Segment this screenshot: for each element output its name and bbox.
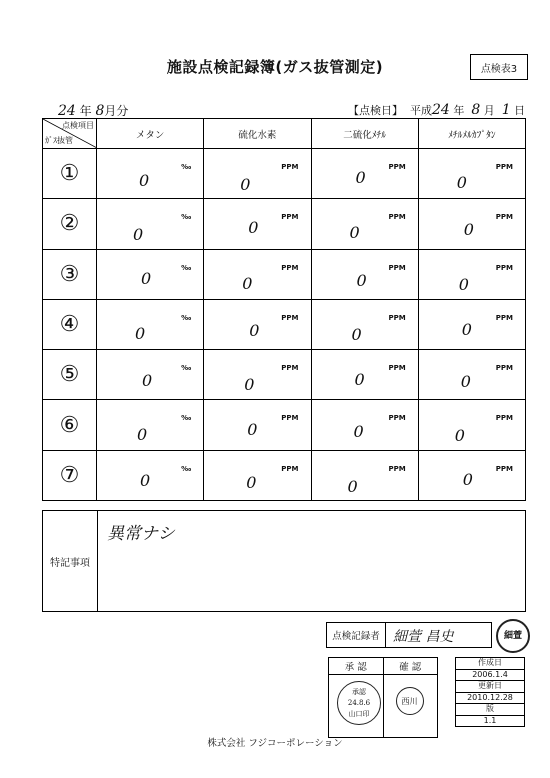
unit-label: PPM [495,414,513,423]
cell-content [204,199,310,248]
unit-label: PPM [388,464,406,473]
company-footer: 株式会社 フジコーポレーション [207,738,343,749]
table-row [43,199,526,249]
unit-label: PPM [495,313,513,322]
measurement-value: 0 [242,273,253,293]
cell-content [312,199,418,248]
cell-content [97,250,203,299]
cell-content [97,149,203,198]
cell-content [419,250,525,299]
pipe-number: ③ [43,249,97,299]
inspection-month: 8 [471,102,481,118]
remarks-text: 異常ナシ [107,524,175,544]
measurement-cell [97,199,204,249]
confirm-cell [383,675,438,738]
measurement-value: 0 [461,319,472,339]
measurement-cell [418,249,525,299]
cell-content [419,400,525,449]
page-title: 施設点検記録簿(ガス抜管測定) [166,58,384,76]
cell-content [419,149,525,198]
cell-content [204,451,310,500]
cell-content [204,400,310,449]
unit-label: ‰ [181,364,192,373]
column-header-methyl-mercaptan: ﾒﾁﾙﾒﾙｶﾌﾟﾀﾝ [418,119,525,149]
cell-content [204,149,310,198]
unit-label: PPM [495,263,513,272]
cell-content [419,300,525,349]
pipe-number: ① [43,149,97,199]
table-row [43,149,526,199]
version-label: 版 [456,704,525,716]
measurement-value: 0 [142,371,153,391]
measurement-value: 0 [463,220,474,240]
period-year: 24 [58,103,76,119]
confirm-seal-text: 西川 [401,696,418,706]
unit-label: PPM [388,163,406,171]
measurement-value: 0 [139,171,150,190]
unit-label: ‰ [181,464,192,473]
unit-label: ‰ [181,414,192,423]
measurement-cell [418,299,525,349]
unit-label: ‰ [181,213,192,222]
measurement-cell [204,350,311,400]
cell-content [97,400,203,449]
measurement-cell [97,249,204,299]
remarks-label: 特記事項 [43,511,98,611]
table-row [43,299,526,349]
created-date: 2006.1.4 [456,669,525,681]
measurement-value: 0 [456,173,467,192]
updated-date: 2010.12.28 [456,692,525,704]
measurement-cell [97,450,204,500]
revision-table [455,657,525,727]
measurement-cell [418,350,525,400]
unit-label: PPM [281,263,299,272]
measurement-value: 0 [353,422,364,442]
measurement-value: 0 [354,370,365,390]
unit-label: PPM [495,163,513,171]
measurement-value: 0 [351,324,362,344]
unit-label: PPM [281,464,299,473]
measurement-cell [97,299,204,349]
measurement-cell [311,199,418,249]
pipe-number: ⑦ [43,450,97,500]
table-corner [43,119,97,149]
unit-label: PPM [388,414,406,423]
updated-label: 更新日 [456,681,525,693]
cell-content [312,451,418,500]
pipe-number: ④ [43,299,97,349]
measurement-cell [311,350,418,400]
measurement-cell [311,450,418,500]
measurement-cell [97,350,204,400]
measurement-value: 0 [349,223,360,243]
inspection-year-unit: 年 [453,104,465,117]
measurement-cell [418,149,525,199]
period-year-unit: 年 [79,104,92,118]
unit-label: PPM [281,213,299,222]
cell-content [204,250,310,299]
period-month: 8 [95,103,105,119]
cell-content [312,149,418,198]
cell-content [419,199,525,248]
confirm-label: 確 認 [383,658,438,675]
form-number: 点検表3 [470,54,528,80]
measurement-cell [418,400,525,450]
created-label: 作成日 [456,658,525,670]
inspection-month-unit: 月 [483,104,495,117]
measurement-cell [418,450,525,500]
measurement-value: 0 [460,372,471,392]
approval-seal-date: 24.8.6 [347,698,371,707]
recorder-name: 細萱 昌史 [393,629,454,645]
column-header-dimethyl-disulfide: 二硫化ﾒﾁﾙ [311,119,418,149]
table-row [43,450,526,500]
inspection-date-label: 【点検日】 [348,104,403,117]
unit-label: PPM [495,464,513,473]
table-row [43,350,526,400]
cell-content [97,300,203,349]
measurement-value: 0 [141,268,152,288]
measurement-cell [97,149,204,199]
unit-label: PPM [281,364,299,373]
unit-label: ‰ [181,163,192,171]
measurement-cell [311,400,418,450]
measurement-cell [204,249,311,299]
measurement-value: 0 [356,270,367,290]
column-header-methane: メタン [97,119,204,149]
measurement-value: 0 [247,420,258,440]
measurement-cell [204,400,311,450]
unit-label: PPM [281,414,299,423]
cell-content [312,250,418,299]
pipe-number: ⑤ [43,350,97,400]
measurement-value: 0 [246,472,257,492]
measurement-value: 0 [249,320,260,340]
recorder-seal [496,619,530,653]
cell-content [97,350,203,399]
measurement-table [42,118,526,501]
cell-content [312,300,418,349]
unit-label: PPM [388,313,406,322]
corner-item-label: 点検項目 [62,121,94,130]
corner-pipe-label: ｶﾞｽ抜管 [45,136,73,145]
cell-content [97,199,203,248]
confirm-seal [396,687,424,715]
inspection-day: 1 [501,102,511,118]
inspection-date [348,102,525,118]
measurement-value: 0 [135,323,146,343]
unit-label: PPM [388,364,406,373]
approve-label: 承 認 [329,658,384,675]
inspection-year: 24 [432,102,450,118]
remarks-box [42,510,526,612]
unit-label: PPM [281,313,299,322]
period-month-unit: 月分 [104,104,129,118]
measurement-cell [418,199,525,249]
cell-content [312,400,418,449]
unit-label: PPM [388,263,406,272]
approve-cell [329,675,384,738]
measurement-value: 0 [355,168,366,187]
measurement-cell [311,149,418,199]
measurement-value: 0 [240,175,251,194]
period [58,102,128,119]
recorder-box [326,622,492,648]
measurement-value: 0 [140,470,151,490]
measurement-cell [204,299,311,349]
approval-seal-title: 承認 [352,687,366,696]
measurement-cell [204,149,311,199]
unit-label: PPM [495,213,513,222]
unit-label: ‰ [181,263,192,272]
measurement-value: 0 [137,425,148,445]
inspection-era: 平成 [410,104,432,117]
table-body [43,149,526,501]
measurement-value: 0 [244,375,255,395]
measurement-cell [204,450,311,500]
measurement-value: 0 [248,218,259,238]
table-row [43,249,526,299]
approval-seal-name: 山口印 [348,709,370,718]
measurement-cell [204,199,311,249]
cell-content [204,300,310,349]
measurement-cell [97,400,204,450]
pipe-number: ⑥ [43,400,97,450]
approval-seal [337,681,381,725]
unit-label: PPM [281,163,299,171]
measurement-cell [311,249,418,299]
measurement-value: 0 [454,426,465,446]
recorder-label: 点検記録者 [327,623,386,647]
version-number: 1.1 [456,715,525,727]
cell-content [97,451,203,500]
recorder-seal-text: 細萱 [503,631,522,641]
table-row [43,400,526,450]
cell-content [312,350,418,399]
measurement-value: 0 [458,274,469,294]
unit-label: PPM [495,364,513,373]
cell-content [204,350,310,399]
measurement-cell [311,299,418,349]
approval-table [328,657,438,738]
column-header-hydrogen-sulfide: 硫化水素 [204,119,311,149]
pipe-number: ② [43,199,97,249]
unit-label: PPM [388,213,406,222]
inspection-day-unit: 日 [514,104,526,117]
measurement-value: 0 [347,476,358,496]
unit-label: ‰ [181,313,192,322]
measurement-value: 0 [133,225,144,245]
cell-content [419,350,525,399]
measurement-value: 0 [462,469,473,489]
cell-content [419,451,525,500]
